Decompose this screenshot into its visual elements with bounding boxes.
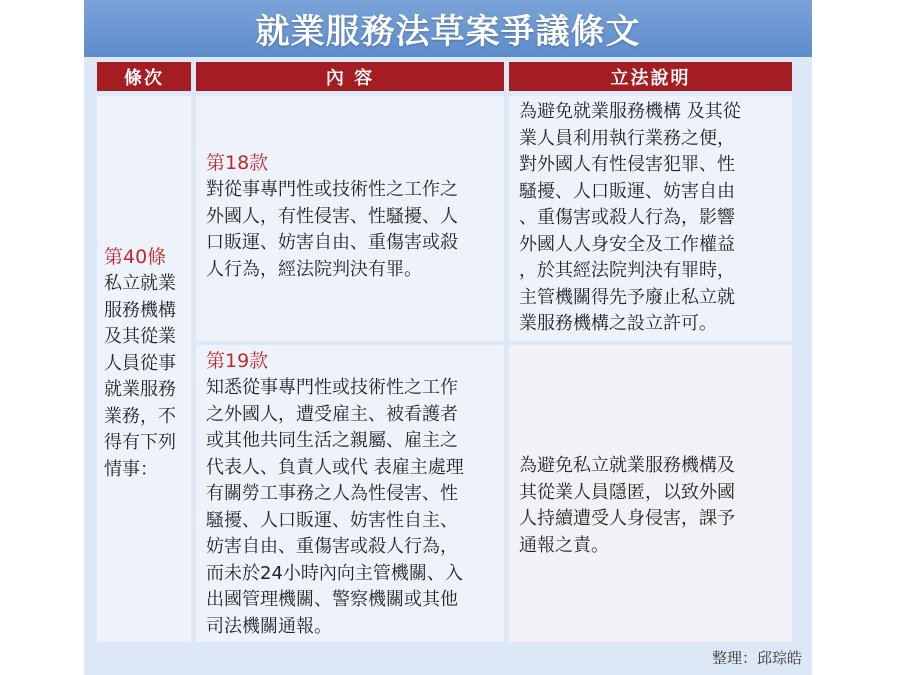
clause-18-explanation: 為避免就業服務機構 及其從 業人員利用執行業務之便， 對外國人有性侵害犯罪、性 騷擾、人口販運、妨害自由 、重傷害或殺人行為，影響 外國人人身安全及工作權益 ，於其經法院判決有罪時， 主管機關得先予廢止私立就 業服務機構之設立許可。 [519, 101, 741, 334]
explanation-cell-19 [509, 345, 792, 642]
page-title: 就業服務法草案爭議條文 [255, 12, 641, 52]
explanation-cell-18 [509, 96, 792, 341]
title-bar [84, 0, 812, 57]
clause-19-explanation: 為避免私立就業服務機構及 其從業人員隱匿，以致外國 人持續遭受人身侵害，課予 通報之責。 [519, 455, 735, 556]
clause-19-label: 第19款 [206, 350, 269, 372]
clause-19-content: 知悉從事專門性或技術性之工作 之外國人，遭受雇主、被看護者 或其他共同生活之親屬、雇主之 代表人、負責人或代 表雇主處理 有關勞工事務之人為性侵害、性 騷擾、人口販運、妨害性自主、 妨害自由、重傷害或殺人行為， 而未於24小時內向主管機關、入 出國管理機關、警察機關或其他 司法機關通報。 [206, 377, 464, 637]
clause-18-label: 第18款 [206, 152, 269, 174]
header-explanation: 立法說明 [509, 62, 792, 91]
article-text: 私立就業 服務機構 及其從業 人員從事 就業服務 業務，不 得有下列 情事： [104, 273, 176, 480]
header-content: 內 容 [196, 62, 504, 91]
content-cell-18 [196, 96, 504, 341]
credit-line: 整理：邱琮皓 [711, 649, 802, 667]
content-cell-19 [196, 345, 504, 642]
article-cell [97, 96, 191, 642]
article-number: 第40條 [104, 246, 167, 268]
clause-18-content: 對從事專門性或技術性之工作之 外國人，有性侵害、性騷擾、人 口販運、妨害自由、重傷害或殺 人行為，經法院判決有罪。 [206, 179, 458, 280]
header-article: 條次 [97, 62, 191, 91]
